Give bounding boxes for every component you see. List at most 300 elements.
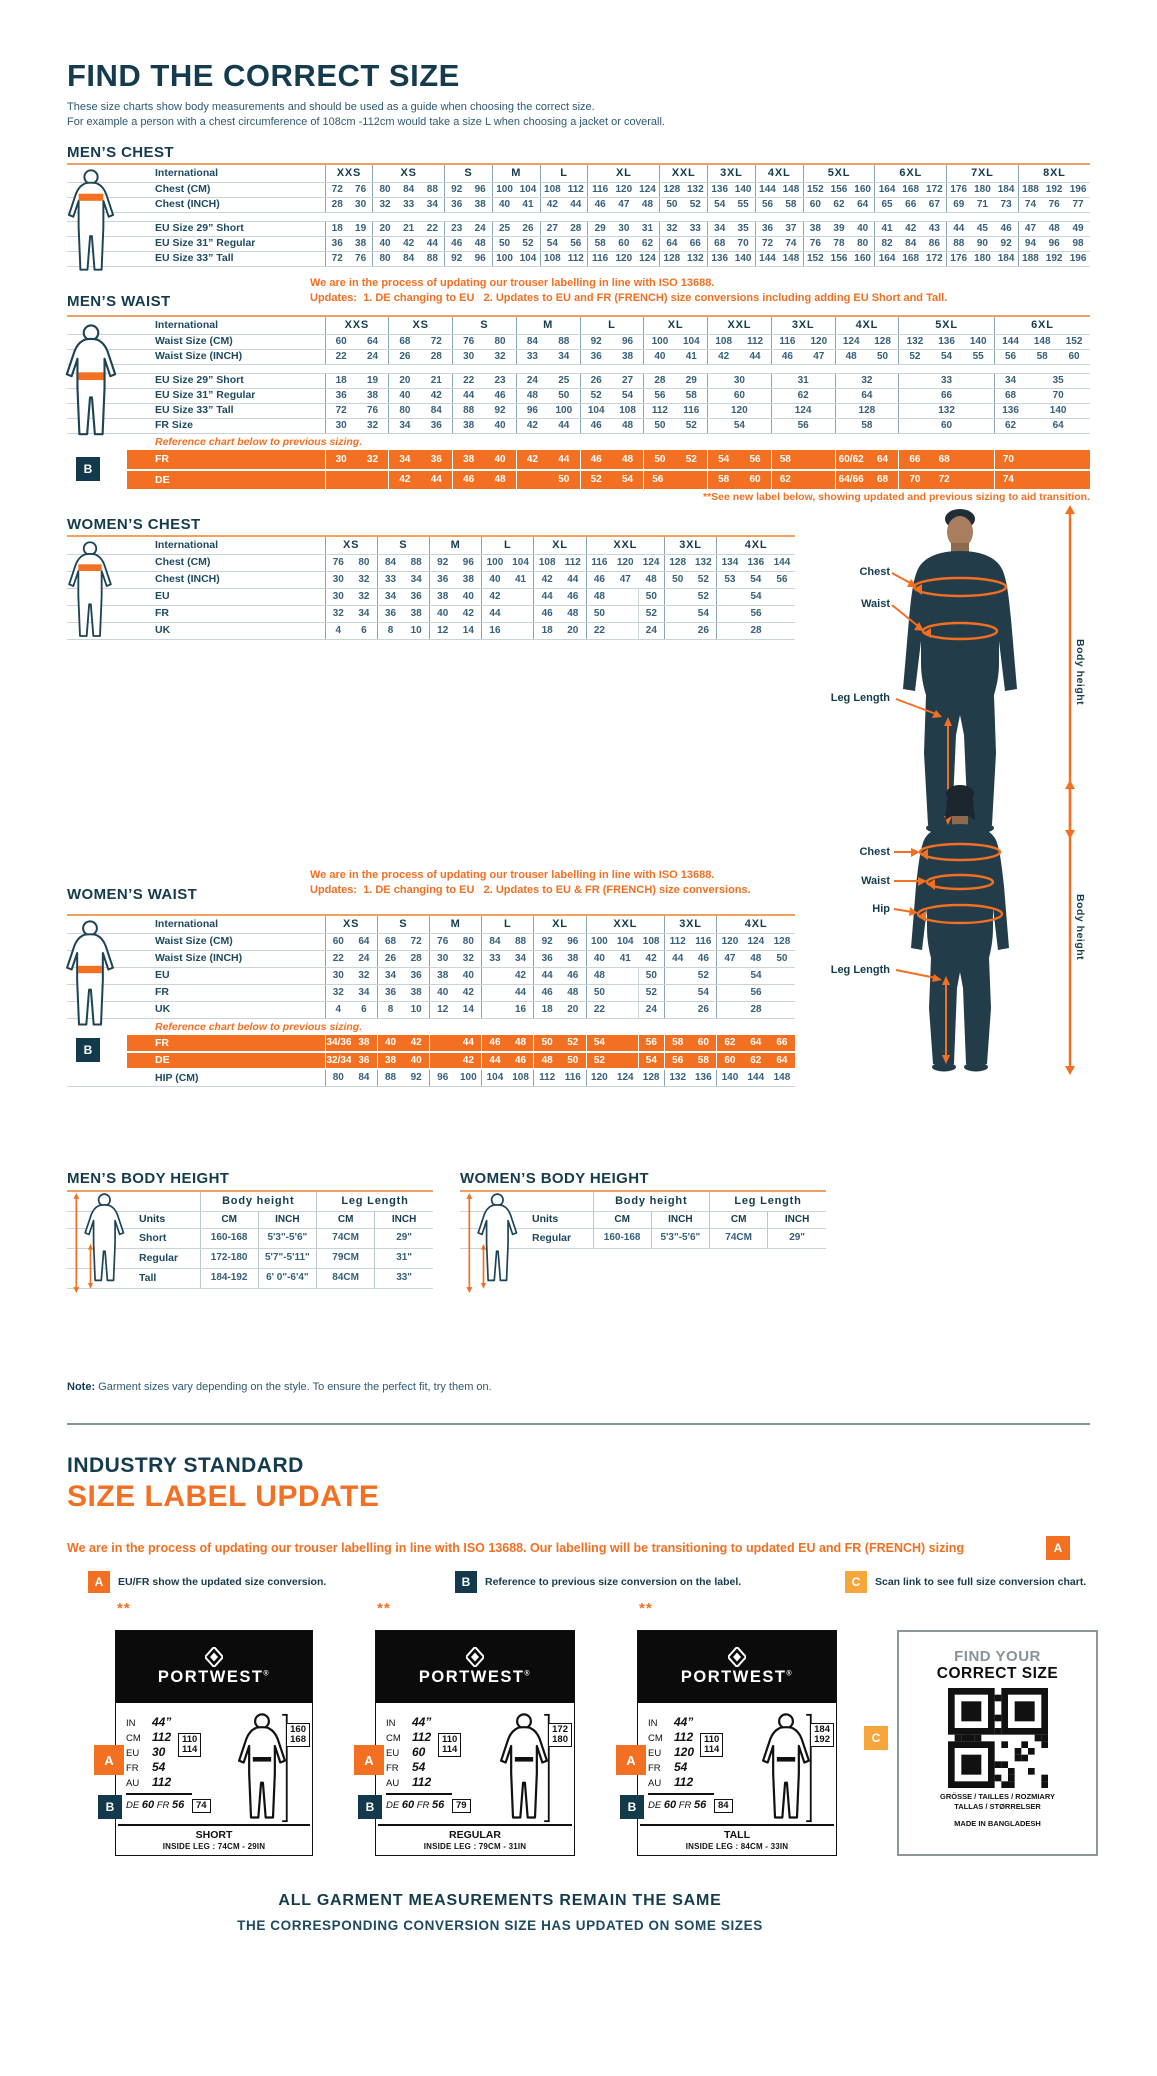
size-cell: 54 — [612, 388, 644, 403]
female-height-figure-icon — [453, 1193, 529, 1293]
size-cell: 29" — [768, 1228, 826, 1248]
size-cell: 24 — [357, 349, 389, 364]
size-cell: 136 — [994, 403, 1026, 418]
height-measure-box: 172 180 — [548, 1723, 572, 1747]
label-size-row: CM 112 — [126, 1730, 172, 1744]
size-cell: 128 — [638, 1069, 664, 1086]
size-cell: 71 — [970, 197, 994, 212]
size-cell: 24 — [468, 221, 492, 236]
row-label: FR — [67, 1035, 325, 1052]
badge-b: B — [620, 1795, 644, 1819]
size-cell: 5'3"-5'6" — [651, 1228, 709, 1248]
size-cell: 68 — [994, 388, 1026, 403]
size-cell: 46 — [586, 571, 612, 588]
table-row — [67, 1001, 795, 1018]
reference-badge-b: B — [76, 457, 100, 481]
size-group: L — [540, 164, 588, 182]
size-cell: 54 — [708, 418, 772, 433]
size-group: 3XL — [708, 164, 756, 182]
size-cell: CM — [710, 1211, 768, 1228]
size-cell: 30 — [325, 571, 351, 588]
size-cell: 48 — [516, 388, 548, 403]
size-cell: 92 — [994, 236, 1018, 251]
size-cell: 60 — [691, 1035, 717, 1052]
size-cell: 64 — [867, 450, 899, 470]
table-row — [67, 418, 1090, 433]
size-cell: 120 — [612, 182, 636, 197]
previous-sizing: DE 60 FR 56 — [648, 1799, 707, 1811]
size-cell: 116 — [588, 251, 612, 266]
table-row — [67, 197, 1090, 212]
size-cell: 24 — [351, 950, 377, 967]
size-cell: 92 — [484, 403, 516, 418]
size-cell: 28 — [421, 349, 453, 364]
table-row — [67, 1069, 795, 1086]
size-cell: 42 — [638, 950, 664, 967]
leg-measure-box: 74 — [192, 1799, 211, 1813]
label-size-row: EU 60 — [386, 1745, 426, 1759]
size-group: 3XL — [771, 316, 835, 334]
size-cell: 31 — [636, 221, 660, 236]
size-cell: 124 — [771, 403, 835, 418]
size-cell: 116 — [586, 554, 612, 571]
size-cell: 54 — [638, 1052, 664, 1069]
person-outline-icon — [62, 321, 120, 443]
size-cell: 88 — [403, 554, 429, 571]
size-cell — [508, 605, 534, 622]
size-cell: 30 — [708, 373, 772, 388]
size-cell: 148 — [779, 251, 803, 266]
size-cell: 94 — [1018, 236, 1042, 251]
label-size-row: FR 54 — [126, 1760, 166, 1774]
size-cell: 34 — [508, 950, 534, 967]
size-cell: 70 — [899, 470, 931, 490]
size-cell: 98 — [1066, 236, 1090, 251]
height-measure-box: 160 168 — [286, 1723, 310, 1747]
size-cell: 144 — [743, 1069, 769, 1086]
size-cell: 34 — [708, 221, 732, 236]
leg-measure-box: 84 — [714, 1799, 733, 1813]
size-cell: 30 — [349, 197, 373, 212]
male-leg-length-label: Leg Length — [830, 692, 890, 704]
size-cell: 112 — [664, 933, 690, 950]
size-table — [67, 914, 795, 1087]
size-cell: 104 — [516, 182, 540, 197]
size-cell: 116 — [691, 933, 717, 950]
size-cell: 50 — [586, 984, 612, 1001]
size-cell: 38 — [468, 197, 492, 212]
size-cell: 48 — [612, 418, 644, 433]
male-height-figure-icon — [60, 1193, 136, 1293]
brand-name: PORTWEST® — [157, 1668, 271, 1686]
size-cell: 36 — [325, 388, 357, 403]
size-cell: 54 — [931, 349, 963, 364]
size-cell: 42 — [456, 605, 482, 622]
size-cell: 32 — [835, 373, 899, 388]
person-outline-icon — [62, 541, 118, 641]
female-hip-label: Hip — [872, 903, 890, 915]
update-note-line2: Updates: 1. DE changing to EU 2. Updates to EU and FR (FRENCH) size conversions including adding EU Short and Tall. — [310, 292, 948, 304]
waist-measure-box: 110 114 — [438, 1733, 461, 1757]
size-cell: 23 — [484, 373, 516, 388]
intro-text — [67, 100, 665, 130]
reference-badge-b: B — [76, 1038, 100, 1062]
size-cell: 92 — [580, 334, 612, 349]
size-cell: 62 — [717, 1035, 743, 1052]
table-row — [67, 984, 795, 1001]
size-cell: 32 — [660, 221, 684, 236]
size-cell: 47 — [717, 950, 743, 967]
size-cell: 62 — [994, 418, 1026, 433]
size-cell: 22 — [586, 1001, 612, 1018]
table-row — [67, 571, 795, 588]
qr-code — [948, 1688, 1048, 1788]
size-cell: 10 — [403, 1001, 429, 1018]
size-cell: 108 — [540, 182, 564, 197]
table-row — [67, 450, 1090, 470]
size-cell: 79CM — [317, 1248, 375, 1268]
size-cell: 33 — [377, 571, 403, 588]
size-cell: 54 — [612, 470, 644, 490]
size-cell: 34 — [351, 605, 377, 622]
size-cell: 29 — [676, 373, 708, 388]
size-cell: 76 — [429, 933, 455, 950]
size-cell: 46 — [534, 605, 560, 622]
size-group: S — [377, 915, 429, 933]
size-cell: 58 — [588, 236, 612, 251]
row-label: Chest (CM) — [67, 554, 325, 571]
size-group: M — [429, 536, 481, 554]
size-group: M — [492, 164, 540, 182]
size-cell: 42 — [540, 197, 564, 212]
size-cell: 14 — [456, 622, 482, 639]
size-cell — [664, 1001, 690, 1018]
size-cell: 54 — [691, 605, 717, 622]
size-cell: 104 — [580, 403, 612, 418]
size-cell: 50 — [586, 605, 612, 622]
label-brand-header — [376, 1631, 574, 1703]
size-cell — [612, 588, 638, 605]
size-cell: 26 — [377, 950, 403, 967]
mens-body-height-heading: MEN’S BODY HEIGHT — [67, 1170, 230, 1187]
size-cell: 84 — [397, 182, 421, 197]
size-cell: 43 — [923, 221, 947, 236]
size-cell: 72 — [755, 236, 779, 251]
size-cell: 72 — [325, 182, 349, 197]
size-cell: 22 — [453, 373, 485, 388]
size-cell: 12 — [429, 622, 455, 639]
size-cell: 35 — [731, 221, 755, 236]
size-cell: 88 — [508, 933, 534, 950]
size-cell: 68 — [931, 450, 995, 470]
size-group: M — [429, 915, 481, 933]
size-cell: 48 — [835, 349, 867, 364]
size-cell: 52 — [676, 418, 708, 433]
size-cell: 60/62 — [835, 450, 867, 470]
size-cell: 38 — [429, 588, 455, 605]
size-cell — [508, 588, 534, 605]
size-cell: 180 — [970, 251, 994, 266]
size-cell: 39 — [827, 221, 851, 236]
size-cell: 192 — [1042, 251, 1066, 266]
size-cell: 56 — [771, 418, 835, 433]
size-cell: 38 — [403, 984, 429, 1001]
size-cell: 36 — [534, 950, 560, 967]
size-cell: 48 — [1042, 221, 1066, 236]
footer-line1: ALL GARMENT MEASUREMENTS REMAIN THE SAME — [278, 1892, 722, 1909]
size-cell: 60 — [1058, 349, 1090, 364]
size-group: 8XL — [1018, 164, 1090, 182]
size-cell: 18 — [534, 622, 560, 639]
size-cell: 52 — [516, 236, 540, 251]
table-row — [67, 622, 795, 639]
size-cell: 60 — [803, 197, 827, 212]
womens-waist-table — [67, 914, 795, 1087]
size-cell: 34/36 — [325, 1035, 351, 1052]
size-cell: 52 — [691, 588, 717, 605]
row-label: EU Size 29” Short — [67, 373, 325, 388]
waist-measure-box: 110 114 — [700, 1733, 723, 1757]
size-cell: 30 — [453, 349, 485, 364]
row-label: EU Size 29” Short — [67, 221, 325, 236]
row-label: Regular — [460, 1228, 593, 1248]
size-cell: 62 — [771, 470, 835, 490]
size-cell: 50 — [492, 236, 516, 251]
size-cell: 72 — [325, 251, 349, 266]
size-cell: 148 — [1026, 334, 1058, 349]
table-row — [67, 967, 795, 984]
womens-body-height-heading: WOMEN’S BODY HEIGHT — [460, 1170, 649, 1187]
size-cell: 196 — [1066, 182, 1090, 197]
size-cell: 50 — [548, 470, 580, 490]
size-cell: 112 — [644, 403, 676, 418]
size-cell: 41 — [875, 221, 899, 236]
size-table — [67, 163, 1090, 267]
size-cell — [325, 470, 389, 490]
size-cell: 64/66 — [835, 470, 867, 490]
person-outline-icon — [453, 1193, 529, 1293]
size-cell: 32 — [325, 605, 351, 622]
badge-a: A — [616, 1745, 646, 1775]
size-cell: 32 — [351, 588, 377, 605]
size-cell — [664, 967, 690, 984]
size-cell: 6 — [351, 1001, 377, 1018]
size-cell: 38 — [453, 418, 485, 433]
size-group: XXL — [586, 536, 664, 554]
size-cell: 46 — [691, 950, 717, 967]
size-cell — [664, 588, 690, 605]
table-row — [67, 554, 795, 571]
size-cell: 84 — [899, 236, 923, 251]
size-cell: 128 — [835, 403, 899, 418]
size-cell: 136 — [931, 334, 963, 349]
size-cell: 64 — [357, 334, 389, 349]
size-cell: 52 — [691, 967, 717, 984]
size-cell: 164 — [875, 182, 899, 197]
size-cell: 42 — [421, 388, 453, 403]
size-cell: 124 — [743, 933, 769, 950]
size-cell: 58 — [676, 388, 708, 403]
fit-note: Note: Garment sizes vary depending on the style. To ensure the perfect fit, try them on. — [67, 1381, 492, 1393]
label-size-row: FR 54 — [648, 1760, 688, 1774]
size-cell: 72 — [325, 403, 357, 418]
label-footer — [638, 1824, 836, 1855]
size-cell: 72 — [403, 933, 429, 950]
size-cell: 25 — [492, 221, 516, 236]
size-group: XL — [534, 536, 586, 554]
size-cell: 42 — [516, 418, 548, 433]
size-cell: 96 — [560, 933, 586, 950]
size-cell: 68 — [389, 334, 421, 349]
size-cell: 48 — [638, 571, 664, 588]
size-cell: 42 — [708, 349, 740, 364]
size-cell: 16 — [482, 622, 508, 639]
size-cell: 104 — [482, 1069, 508, 1086]
size-group: 5XL — [803, 164, 875, 182]
size-cell: 36 — [351, 1052, 377, 1069]
header-label: International — [67, 536, 325, 554]
row-label: Chest (INCH) — [67, 571, 325, 588]
size-cell: 29 — [588, 221, 612, 236]
row-label: Chest (INCH) — [67, 197, 325, 212]
portwest-diamond-logo-icon — [728, 1647, 746, 1667]
size-table — [67, 315, 1090, 491]
size-cell: 40 — [389, 388, 421, 403]
size-cell: 188 — [1018, 251, 1042, 266]
size-cell: 124 — [835, 334, 867, 349]
size-cell: 40 — [456, 588, 482, 605]
gap-row — [67, 364, 1090, 373]
size-cell: 66 — [769, 1035, 795, 1052]
row-label: HIP (CM) — [67, 1069, 325, 1086]
size-cell: 172-180 — [200, 1248, 258, 1268]
size-cell: 54 — [717, 588, 795, 605]
table-row — [67, 1035, 795, 1052]
table-row — [67, 388, 1090, 403]
size-cell: 120 — [612, 554, 638, 571]
table-row — [67, 251, 1090, 266]
size-cell: 47 — [612, 571, 638, 588]
row-label: EU Size 33” Tall — [67, 403, 325, 418]
size-cell: 74 — [779, 236, 803, 251]
size-cell: 5'7"-5'11" — [258, 1248, 316, 1268]
size-cell: 65 — [875, 197, 899, 212]
size-cell: 60 — [717, 1052, 743, 1069]
row-label: Waist Size (CM) — [67, 334, 325, 349]
size-cell: 112 — [564, 182, 588, 197]
table-header-row — [67, 536, 795, 554]
size-cell: 70 — [731, 236, 755, 251]
label-size-row: CM 112 — [386, 1730, 432, 1744]
intro-line2: For example a person with a chest circumference of 108cm -112cm would take a size L when choosing a jacket or coverall. — [67, 116, 665, 128]
size-cell: 92 — [445, 182, 469, 197]
intro-line1: These size charts show body measurements and should be used as a guide when choosing the correct size. — [67, 101, 595, 113]
size-cell: 50 — [660, 197, 684, 212]
size-cell: 12 — [429, 1001, 455, 1018]
size-cell: 100 — [492, 251, 516, 266]
size-cell: 30 — [325, 967, 351, 984]
label-size-row: AU 112 — [648, 1775, 694, 1789]
size-cell: 44 — [548, 418, 580, 433]
size-cell — [482, 984, 508, 1001]
row-label: DE — [67, 1052, 325, 1069]
size-cell: 148 — [779, 182, 803, 197]
size-cell: CM — [593, 1211, 651, 1228]
badge-a: A — [94, 1745, 124, 1775]
size-cell: 140 — [963, 334, 995, 349]
size-cell: 140 — [731, 182, 755, 197]
size-cell: 46 — [994, 221, 1018, 236]
key-item-b — [455, 1571, 741, 1593]
size-cell: 38 — [403, 605, 429, 622]
size-cell: 100 — [492, 182, 516, 197]
size-cell: 54 — [586, 1035, 612, 1052]
size-cell: 5'3"-5'6" — [258, 1228, 316, 1248]
size-cell: 164 — [875, 251, 899, 266]
size-cell: 128 — [867, 334, 899, 349]
label-footer — [116, 1824, 312, 1855]
size-cell: 37 — [779, 221, 803, 236]
size-cell: 46 — [445, 236, 469, 251]
size-cell: 54 — [708, 197, 732, 212]
rule — [648, 1793, 714, 1795]
size-group: XXS — [325, 316, 389, 334]
size-cell: INCH — [651, 1211, 709, 1228]
womens-chest-table — [67, 535, 795, 640]
size-cell: 108 — [612, 403, 644, 418]
key-text-b: Reference to previous size conversion on the label. — [485, 1576, 742, 1588]
size-cell: 56 — [739, 450, 771, 470]
row-label: EU Size 31” Regular — [67, 236, 325, 251]
size-cell: 55 — [963, 349, 995, 364]
size-cell — [482, 967, 508, 984]
size-cell: 29" — [375, 1228, 433, 1248]
row-label: Regular — [67, 1248, 200, 1268]
size-cell: 36 — [755, 221, 779, 236]
size-cell: 28 — [717, 622, 795, 639]
size-cell: 66 — [899, 388, 995, 403]
size-cell: 19 — [349, 221, 373, 236]
badge-a: A — [354, 1745, 384, 1775]
male-body-height-label: Body height — [1074, 638, 1086, 706]
size-cell: 38 — [429, 967, 455, 984]
size-cell: 88 — [421, 182, 445, 197]
size-cell: 80 — [456, 933, 482, 950]
size-cell: 76 — [803, 236, 827, 251]
size-cell: 50 — [644, 450, 676, 470]
size-cell: 168 — [899, 182, 923, 197]
size-cell: 42 — [516, 450, 548, 470]
size-cell: 56 — [644, 388, 676, 403]
size-cell: 66 — [899, 197, 923, 212]
size-cell — [612, 967, 638, 984]
size-cell: 70 — [1026, 388, 1090, 403]
size-cell — [482, 1001, 508, 1018]
size-cell: 46 — [588, 197, 612, 212]
size-cell: 33 — [397, 197, 421, 212]
see-new-label-note: **See new label below, showing updated and previous sizing to aid transition. — [703, 491, 1090, 503]
womens-chest-heading: WOMEN’S CHEST — [67, 516, 201, 533]
size-cell: 27 — [540, 221, 564, 236]
size-cell: 58 — [835, 418, 899, 433]
size-cell: 44 — [739, 349, 771, 364]
size-cell: 30 — [325, 588, 351, 605]
size-cell: 160-168 — [200, 1228, 258, 1248]
size-cell: 6' 0"-6'4" — [258, 1268, 316, 1288]
size-cell: 184 — [994, 251, 1018, 266]
label-size-row: IN 44” — [126, 1715, 172, 1729]
size-cell: 184 — [994, 182, 1018, 197]
